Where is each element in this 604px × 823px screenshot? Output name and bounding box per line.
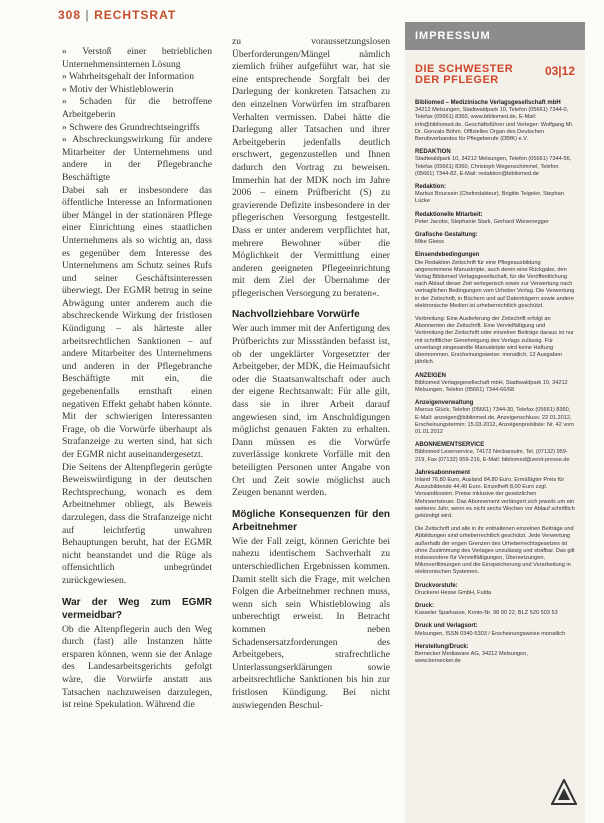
impressum-section-heading: Redaktion:: [415, 184, 447, 191]
impressum-section-heading: Einsendebedingungen: [415, 252, 480, 259]
paragraph: » Motiv der Whistleblowerin: [62, 83, 174, 95]
paragraph: Dabei sah er insbesondere das öffentliche Interesse an Informationen über Mängel in der stationären Pflege einer Einrichtung eines staatlichen Unternehmens als so wichtig an, dass es gegenüber dem Interesse des Unternehmens am Schutz seines Rufs und seiner Geschäftsinteressen überwiegt. Der EGMR betrug in seine Abwägung unter anderem auch die abschreckende Wirkung der fristlosen Kündigung – als härteste aller arbeitsrechtlichen Sanktionen – auf andere Mitarbeiter des Unternehmens und anderen in der Pflegebranche Beschäftigte mit ein, die gegebenenfalls ernsthaft einen negativen Effekt gehabt haben könnte. Mit der schwierigen Interessanten Frage, ob die Vorwürfe überhaupt als Strafanzeige zu werten sind, hat sich der EGMR nicht auseinandergesetzt.: [62, 184, 212, 460]
magazine-brand: [405, 50, 585, 90]
section-heading: War der Weg zum EGMR vermeidbar?: [62, 596, 212, 621]
paragraph: Wer auch immer mit der Anfertigung des Prüfberichts zur Missständen befasst ist, ob der ungeklärter Vorgesetzter der Arbeitgeber, der MDK, die Heimaufsicht oder die Staatsanwaltschaft oder auch der eigene Rechtsanwalt: Für alle gilt, dass sie in ihrer Arbeit darauf angewiesen sind, im Anschuldigungen möglichst genauen Fakten zu erhalten. Dann müssen es die Vorwürfe zuverlässige konkrete Vorfälle mit den beteiligten Personen unter Angabe von Ort und Zeit sowie möglichst auch Zeugen benannt werden.: [232, 323, 390, 499]
impressum-section: [415, 644, 575, 666]
issue-number: 03|12: [544, 64, 575, 78]
section-heading: Mögliche Konsequenzen für den Arbeitnehmer: [232, 508, 390, 533]
impressum-section: [415, 149, 575, 178]
impressum-section-text: Markus Boucsein (Chefredakteur), Brigitte Teigeler, Stephan Lücke: [415, 191, 564, 205]
section-title: RECHTSRAT: [94, 8, 177, 22]
impressum-section-heading: Herstellung/Druck:: [415, 643, 469, 650]
section-heading: Nachvollziehbare Vorwürfe: [232, 309, 360, 321]
impressum-section: [415, 603, 575, 617]
impressum-section-text: Bernecker Mediaware AG, 34212 Melsungen, www.bernecker.de: [415, 651, 528, 665]
paragraph: » Wahrheitsgehalt der Information: [62, 71, 194, 83]
impressum-section-text: Inland 76,80 Euro, Ausland 84,80 Euro. Ermäßigter Preis für Auszubildende 44,40 Euro. Einzelheft 8,00 Euro zzgl. Versandkosten. Preise inklusive der gesetzlichen Mehrwertsteuer. Das Abonnement verlängert sich jeweils um ein weiteres Jahr, wenn es nicht sechs Wochen vor Ablauf schriftlich gekündigt wird.: [415, 476, 575, 519]
magazine-logo: [415, 64, 513, 86]
page-header: [58, 8, 176, 22]
text-column-left: [62, 46, 212, 712]
impressum-section: [415, 526, 575, 576]
impressum-title: IMPRESSUM: [405, 22, 585, 50]
page-number: 308: [58, 8, 82, 22]
paragraph: Die Seitens der Altenpflegerin gerügte Beweiswürdigung in der deutschen Rechtsprechung, wonach es dem Arbeitnehmer obliegt, als Beweis darzulegen, dass die Strafanzeige nicht auf leichtfertig unwahren Behauptungen beruht, hat der EGMR nicht beanstandet und die Rüge als offensichtlich unbegründet zurückgewiesen.: [62, 461, 212, 586]
paragraph: zu voraussetzungslosen Überforderungen/Mängel nämlich ziemlich früher aufgeführt war, hat sie eine entsprechende Sorgfalt bei der Darlegung der konkreten Tatsachen zu den einzelnen Vorwürfen im strafbaren Verhalten vermissen. Dabei hätte die Darlegung aller Tatsachen und ihrer Arbeitgeberin jedenfalls deutlich erschwert, gegenzustellen und Ihnen dadurch den Vortrag zu beweisen. Immerhin hat der MDK noch im Jahre 2006 – einem Prüfbericht (S) zu gravierende Defizite insbesondere in der pflegerischen Versorgung festgestellt. Dass er unter anderem verpflichtet hat, mehrere Bewohner »über die Möglichkeit der Vermittlung einer anderen geeigneten Pflegeeinrichtung mit dem Ziel der Übernahme der pflegerischen Versorgung zu beraten«.: [232, 36, 390, 299]
impressum-section-heading: ABONNEMENTSERVICE: [415, 442, 485, 449]
impressum-section: [415, 232, 575, 246]
impressum-section: [415, 623, 575, 637]
impressum-section-heading: Grafische Gestaltung:: [415, 232, 478, 239]
impressum-section: [415, 316, 575, 366]
impressum-section-text: Mike Gleiss: [415, 239, 444, 246]
impressum-section-text: Bibliomed Leserservice, 74172 Neckarsulm, Tel. (07132) 959-219, Fax (07132) 959-216, E-Mail: bibliomed@zenit-presse.de: [415, 449, 570, 463]
paragraph: » Schaden für die betroffene Arbeitgeberin: [62, 96, 212, 120]
impressum-section-text: Bibliomed Verlagsgesellschaft mbH, Stadtwaldpark 10, 34212 Melsungen, Telefon (05661) 7344-66/68: [415, 379, 568, 393]
impressum-section-text: Peter Jacobs, Stephanie Stark, Gerhard Wiesenegger: [415, 218, 549, 225]
impressum-section-text: Die Redaktion Zeitschrift für eine Pflegeausbildung angenommene Manuskripte, auch deren eine Rückgabe, den Verlag Bibliomed Verlagsgesellschaft, für die Veröffentlichung nach Ablauf dieser Zeit verlegerisch sowie zur Verwertung nach vertraglichen Bedingungen vom Urheber Verlag. Die Verwertung in der Zeitschrift, in Büchern und auf Datenträgern sowie andere elektronische Medien ist urheberrechtlich geschützt.: [415, 259, 575, 309]
impressum-section: [415, 212, 575, 226]
impressum-body: [405, 90, 585, 665]
impressum-section: [415, 184, 575, 206]
impressum-section-heading: Druck und Verlagsort:: [415, 623, 478, 630]
brand-line-1: DIE SCHWESTER: [415, 63, 514, 75]
impressum-section-text: Kasseler Sparkasse, Konto-Nr. 98 00 22, BLZ 520 503 53: [415, 610, 558, 617]
paragraph: Wie der Fall zeigt, können Gerichte bei nahezu identischem Sachverhalt zu unterschiedlichen Ergebnissen kommen. Damit stellt sich die Frage, mit welchen Folgen die Arbeitnehmer rechnen muss, wenn sich sein Whistleblowing als unberechtigt erweist. In Betracht kommen neben Schadensersatzforderungen des Arbeitgebers, strafrechtliche Unterlassungserklärungen sowie arbeitsrechtliche Sanktionen bis hin zur fristlosen Kündigung. Bei nicht auswiegenden Beschul-: [232, 535, 390, 711]
paragraph: » Schwere des Grundrechtseingriffs: [62, 121, 200, 133]
impressum-sidebar: [405, 22, 585, 823]
impressum-section-heading: Bibliomed – Medizinische Verlagsgesellschaft mbH: [415, 100, 561, 106]
impressum-section: [415, 442, 575, 464]
impressum-section-heading: ANZEIGEN: [415, 372, 447, 379]
header-divider: |: [85, 8, 90, 22]
impressum-section: [415, 100, 575, 143]
impressum-section: [415, 400, 575, 436]
publisher-logo-icon: [551, 779, 577, 805]
impressum-section-heading: Redaktionelle Mitarbeit:: [415, 211, 483, 218]
impressum-section-heading: REDAKTION: [415, 149, 451, 156]
impressum-section-heading: Druck:: [415, 602, 435, 609]
paragraph: Ob die Altenpflegerin auch den Weg durch (fast) alle Instanzen hätte ersparen können, wenn sie der Anlage des Landesarbeitsgerichts gefolgt wäre, die Vorwürfe anstatt aus Tatsachen nachzuweisen darzulegen, ist reine Spekulation. Während die: [62, 623, 212, 711]
impressum-section: [415, 470, 575, 520]
impressum-section-heading: Druckvorstufe:: [415, 582, 458, 589]
impressum-section: [415, 373, 575, 395]
text-column-middle: [232, 36, 390, 712]
impressum-section-text: Druckerei Hesse GmbH, Fulda: [415, 589, 492, 596]
impressum-section: [415, 583, 575, 597]
brand-line-2: DER PFLEGER: [415, 74, 499, 86]
impressum-section-text: Marcus Glück, Telefon (05661) 7344-30, Telefax (05661) 8360, E-Mail: anzeigen@bibliomed.de, Anzeigenschluss: 22.01.2012, Erscheinungstermin: 15.03.2012, Anzeigenpreisliste: Nr. 42 vom 01.01.2012: [415, 407, 574, 435]
paragraph: » Abschreckungswirkung für andere Mitarbeiter der Unternehmens und andere in der Pflegebranche Beschäftigte: [62, 134, 212, 183]
impressum-section: [415, 252, 575, 310]
paragraph: » Verstoß einer betrieblichen Unternehmensinternen Lösung: [62, 46, 212, 70]
impressum-section-text: Die Zeitschrift und alle in ihr enthaltenen einzelnen Beiträge und Abbildungen sind urheberrechtlich geschützt. Jede Verwertung außerhalb der engen Grenzen des Urheberrechtsgesetzes ist ohne Zustimmung des Verlages unzulässig und strafbar. Das gilt insbesondere für Vervielfältigungen, Übersetzungen, Mikroverfilmungen und die Einspeicherung und Verarbeitung in elektronischen Systemen.: [415, 526, 575, 576]
impressum-section-text: Stadtwaldpark 10, 34212 Melsungen, Telefon (05661) 7344-56, Telefax (05661) 8360, Christoph Wegenschimmel, Telefon (05661) 7344-82, E-Mail: redaktion@bibliomed.de: [415, 156, 572, 177]
impressum-section-text: Verbreitung: Eine Auslieferung der Zeitschrift erfolgt an Abonnenten der Zeitschrift. Eine Vervielfältigung und Verbreitung der Zeitschrift oder einzelner Beiträge daraus ist nur mit schriftlicher Genehmigung des Verlags zulässig. Für unverlangt eingesandte Manuskripte wird keine Haftung übernommen. Erscheinungsweise: monatlich, 12 Ausgaben jährlich.: [415, 316, 574, 366]
impressum-section-text: Melsungen, ISSN 0340-5303 / Erscheinungsweise monatlich: [415, 630, 566, 637]
impressum-section-heading: Jahresabonnement: [415, 469, 471, 476]
impressum-section-text: 34212 Melsungen, Stadtwaldpark 10, Telefon (05661) 7344-0, Telefax (05661) 8360, www.bibliomed.de, E-Mail: info@bibliomed.de, Geschäftsführer und Verleger: Wolfgang Mi. Dr. Gonzalo Böhm. Offizielles Organ des Deutschen Berufsverbandes für Pflegeberufe (DBfK) e.V.: [415, 107, 574, 143]
impressum-section-heading: Anzeigenverwaltung: [415, 400, 474, 407]
